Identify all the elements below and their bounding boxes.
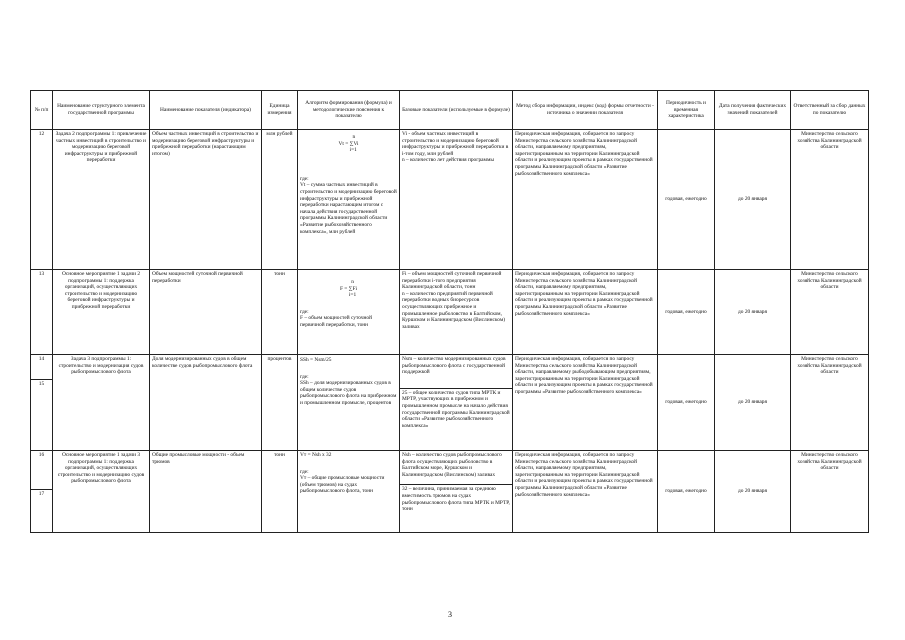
- header-algorithm: Алгоритм формирования (формула) и методологические пояснения к показателю: [298, 91, 400, 130]
- header-indicator: Наименование показателя (индикатора): [150, 91, 262, 130]
- row-algorithm: [298, 270, 400, 355]
- algorithm-text: где: Vт – общие промысловые мощности (объем трюмов) на судах рыбопромыслового флота, тонн: [300, 468, 385, 495]
- row-unit: тонн: [262, 451, 298, 533]
- row-algorithm: [298, 355, 400, 451]
- row-name: Задача 2 подпрограммы 1: привлечение частных инвестиций в строительство и модернизацию береговой инфраструктуры и прибрежной переработки: [53, 130, 150, 270]
- formula: Vт = Nsh х 32: [300, 452, 332, 458]
- row-base: Vi - объем частных инвестиций в строительство и модернизацию береговой инфраструктуры и прибрежной переработки в i-том году, млн рублей n – количество лет действия программы: [400, 130, 513, 270]
- row-period: годовая, ежегодно: [658, 451, 715, 533]
- row-num-secondary: 17: [31, 489, 52, 498]
- row-date: до 20 января: [715, 130, 791, 270]
- header-base: Базовые показатели (используемые в формуле): [400, 91, 513, 130]
- formula: SSh = Nsm/25: [300, 357, 332, 363]
- row-indicator: Доля модернизированных судов в общем количестве судов рыбопромыслового флота: [150, 355, 262, 451]
- row-responsible: Министерство сельского хозяйства Калининградской области: [791, 270, 869, 355]
- header-name: Наименование структурного элемента государственной программы: [53, 91, 150, 130]
- row-num-primary: 14: [38, 356, 45, 362]
- row-num-secondary: 15: [31, 379, 52, 388]
- row-unit: млн рублей: [262, 130, 298, 270]
- row-indicator: Объем частных инвестиций в строительство и модернизацию береговой инфраструктуры и прибрежной переработки (нарастающим итогом): [150, 130, 262, 270]
- page-number: 3: [448, 610, 452, 619]
- row-num: 12: [31, 130, 53, 270]
- row-algorithm: [298, 451, 400, 533]
- formula: n Vt = ∑Vi i=1: [338, 134, 359, 154]
- row-period: годовая, ежегодно: [658, 355, 715, 451]
- header-responsible: Ответственный за сбор данных по показателю: [791, 91, 869, 130]
- row-responsible: Министерство сельского хозяйства Калининградской области: [791, 451, 869, 533]
- row-date: до 20 января: [715, 451, 791, 533]
- row-name: Основное мероприятие 1 задачи 3 подпрограммы 1: поддержка организаций, осуществляющих строительство и модернизацию судов рыбопромыслового флота: [53, 451, 150, 533]
- row-unit: тонн: [262, 270, 298, 355]
- row-period: годовая, ежегодно: [658, 270, 715, 355]
- row-num: 13: [31, 270, 53, 355]
- row-responsible: Министерство сельского хозяйства Калининградской области: [791, 130, 869, 270]
- row-name: Задача 3 подпрограммы 1: строительство и модернизация судов рыбопромыслового флота: [53, 355, 150, 451]
- table-header-row: [31, 91, 869, 130]
- row-algorithm: [298, 130, 400, 270]
- table-row: [31, 355, 869, 451]
- row-date: до 20 января: [715, 270, 791, 355]
- algorithm-text: где: Vt – сумма частных инвестиций в строительство и модернизацию береговой инфраструктуры и прибрежной переработки нарастающим итогом с начала действия государственной программы Калининградской области «Развитие рыбохозяйственного комплекса», млн рублей: [300, 175, 397, 235]
- row-num: [31, 355, 53, 451]
- table-row: [31, 130, 869, 270]
- row-indicator: Общие промысловые мощности - объем трюмов: [150, 451, 262, 533]
- row-indicator: Объем мощностей суточной первичной переработки: [150, 270, 262, 355]
- row-date: до 20 января: [715, 355, 791, 451]
- base-primary: Nsm – количество модернизированных судов рыбопромыслового флота с государственной поддержкой: [402, 356, 506, 376]
- row-num: [31, 451, 53, 533]
- row-unit: процентов: [262, 355, 298, 451]
- formula: n F = ∑Fi i=1: [339, 279, 358, 299]
- row-base: Fi – объем мощностей суточной первичной переработки i-того предприятия Калининградской области, тонн n – количество предприятий первичной переработки водных биоресурсов осуществляющих прибрежное и промышленное рыболовство в Балтийском, Куршском и Калининградском (Вислинском) заливах: [400, 270, 513, 355]
- row-responsible: Министерство сельского хозяйства Калининградской области: [791, 355, 869, 451]
- base-secondary: 25 – общее количество судов типа МРТК и МРТР, участвующих в прибрежном и промышленном промысле на начало действия государственной программы Калининградской области «Развитие рыбохозяйственного комплекса»: [400, 388, 512, 430]
- row-base: [400, 355, 513, 451]
- base-primary: Nsh – количество судов рыбопромыслового флота осуществляющих рыболовство в Балтийском море, Куршском и Калининградском (Вислинском) заливах: [402, 452, 502, 478]
- base-secondary: 32 – величина, принимаемая за среднюю вместимость трюмов на судах рыбопромыслового флота типа МРТК и МРТР, тонн: [400, 484, 512, 512]
- header-date: Дата получения фактических значений показателей: [715, 91, 791, 130]
- row-method: Периодическая информация, собирается по запросу Министерства сельского хозяйства Калининградской области, направляемому рыбодобывающим предприятиям, зарегистрированным на территории Калининградской области и реализующим проекты в рамках государственной программы «Развитие рыбохозяйственного комплекса»: [513, 355, 658, 451]
- row-method: Периодическая информация, собирается по запросу Министерства сельского хозяйства Калининградской области, направляемому предприятиям, зарегистрированным на территории Калининградской области и реализующим проекты в рамках государственной программы Калининградской области «Развитие рыбохозяйственного комплекса»: [513, 130, 658, 270]
- row-method: Периодическая информация, собирается по запросу Министерства сельского хозяйства Калининградской области, направляемому предприятиям, зарегистрированным на территории Калининградской области и реализующим проекты в рамках государственной программы Калининградской области «Развитие рыбохозяйственного комплекса»: [513, 451, 658, 533]
- row-method: Периодическая информация, собирается по запросу Министерства сельского хозяйства Калининградской области, направляемому предприятиям, зарегистрированным на территории Калининградской области и реализующим проекты в рамках государственной программы Калининградской области «Развитие рыбохозяйственного комплекса»: [513, 270, 658, 355]
- header-method: Метод сбора информации, индекс (код) формы отчетности - источника о значении показателя: [513, 91, 658, 130]
- header-unit: Единица измерения: [262, 91, 298, 130]
- algorithm-text: где: F – объем мощностей суточной первичной переработки, тонн: [300, 308, 373, 328]
- table-row: [31, 270, 869, 355]
- row-name: Основное мероприятие 1 задачи 2 подпрограммы 1: поддержка организаций, осуществляющих строительство и модернизацию береговой инфраструктуры и прибрежной переработки: [53, 270, 150, 355]
- table-row: [31, 451, 869, 533]
- algorithm-text: где: SSh – доля модернизированных судов в общем количестве судов рыбопромыслового флота на прибрежном и промышленном промысле, процентов: [300, 373, 397, 406]
- row-base: [400, 451, 513, 533]
- indicators-table: [30, 90, 869, 533]
- row-num-primary: 16: [38, 452, 45, 458]
- header-num: № п/п: [31, 91, 53, 130]
- header-period: Периодичность и временная характеристика: [658, 91, 715, 130]
- row-period: годовая, ежегодно: [658, 130, 715, 270]
